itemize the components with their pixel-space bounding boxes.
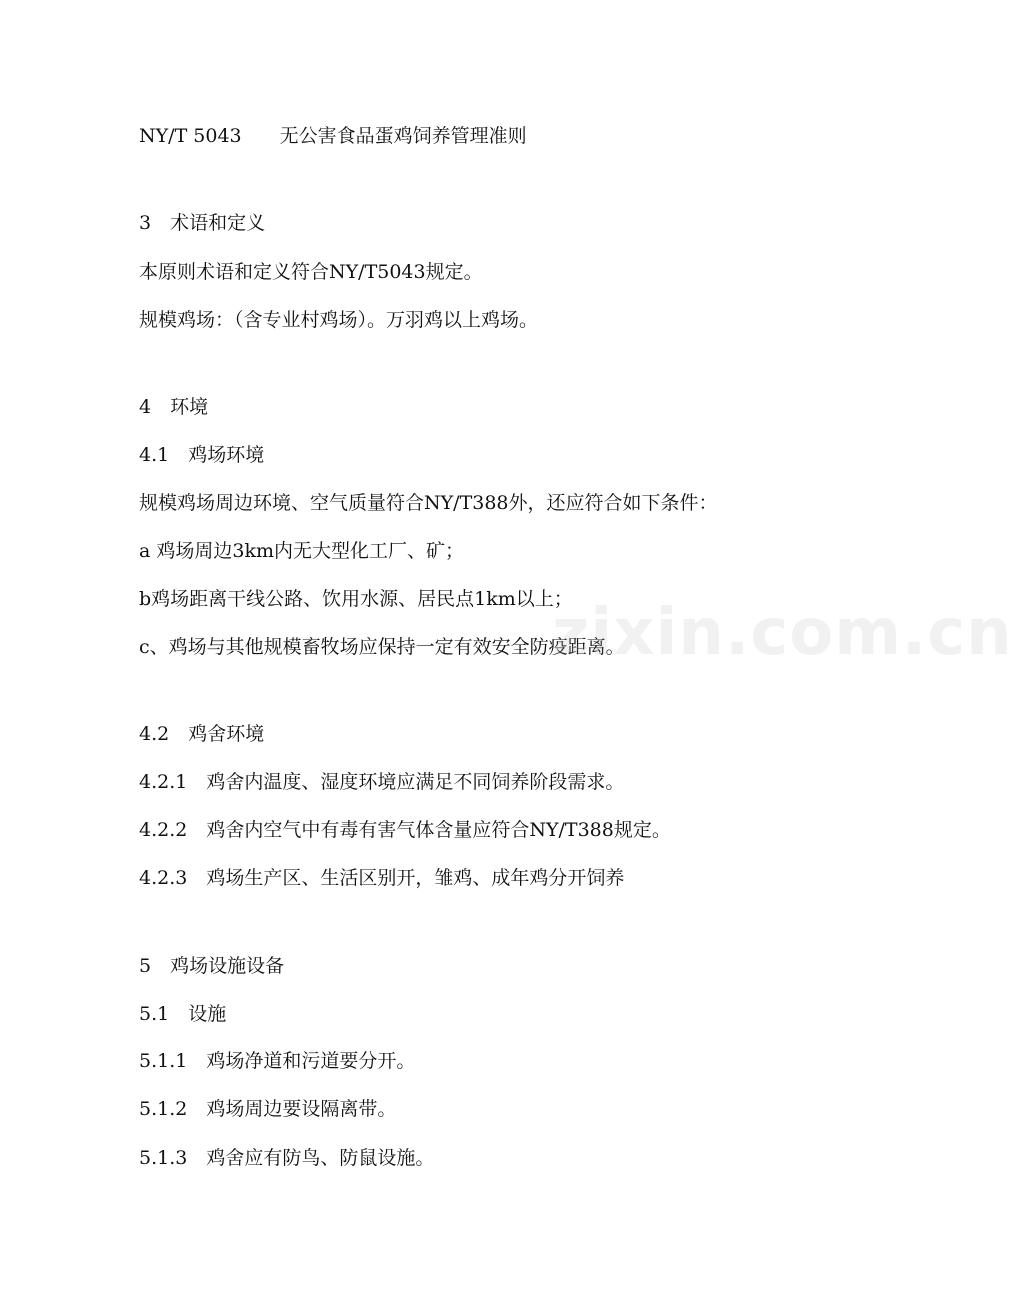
clause-4-2-1: 4.2.1 鸡舍内温度、湿度环境应满足不同饲养阶段需求。: [139, 771, 625, 793]
section-5-1-heading: 5.1 设施: [139, 1003, 227, 1025]
section-3-heading: 3 术语和定义: [139, 212, 266, 234]
clause-5-1-1: 5.1.1 鸡场净道和污道要分开。: [139, 1050, 416, 1072]
clause-4-2-2: 4.2.2 鸡舍内空气中有毒有害气体含量应符合NY/T388规定。: [139, 819, 671, 841]
section-4-1-heading: 4.1 鸡场环境: [139, 444, 265, 466]
list-item-b: b鸡场距离干线公路、饮用水源、居民点1km以上；: [139, 588, 573, 610]
list-item-c: c、鸡场与其他规模畜牧场应保持一定有效安全防疫距离。: [139, 636, 625, 658]
paragraph-scale-farm-definition: 规模鸡场：（含专业村鸡场）。万羽鸡以上鸡场。: [139, 309, 539, 331]
list-item-a: a 鸡场周边3km内无大型化工厂、矿；: [139, 540, 464, 562]
clause-5-1-3: 5.1.3 鸡舍应有防鸟、防鼠设施。: [139, 1147, 435, 1169]
section-4-heading: 4 环境: [139, 396, 209, 418]
reference-standard-title: NY/T 5043 无公害食品蛋鸡饲养管理准则: [139, 125, 527, 147]
paragraph-environment-conditions: 规模鸡场周边环境、空气质量符合NY/T388外，还应符合如下条件：: [139, 492, 718, 514]
clause-5-1-2: 5.1.2 鸡场周边要设隔离带。: [139, 1098, 397, 1120]
watermark: zixin.com.cn: [552, 596, 1013, 670]
section-5-heading: 5 鸡场设施设备: [139, 955, 285, 977]
clause-4-2-3: 4.2.3 鸡场生产区、生活区别开，雏鸡、成年鸡分开饲养: [139, 867, 625, 889]
section-4-2-heading: 4.2 鸡舍环境: [139, 723, 265, 745]
paragraph-terms: 本原则术语和定义符合NY/T5043规定。: [139, 261, 483, 283]
